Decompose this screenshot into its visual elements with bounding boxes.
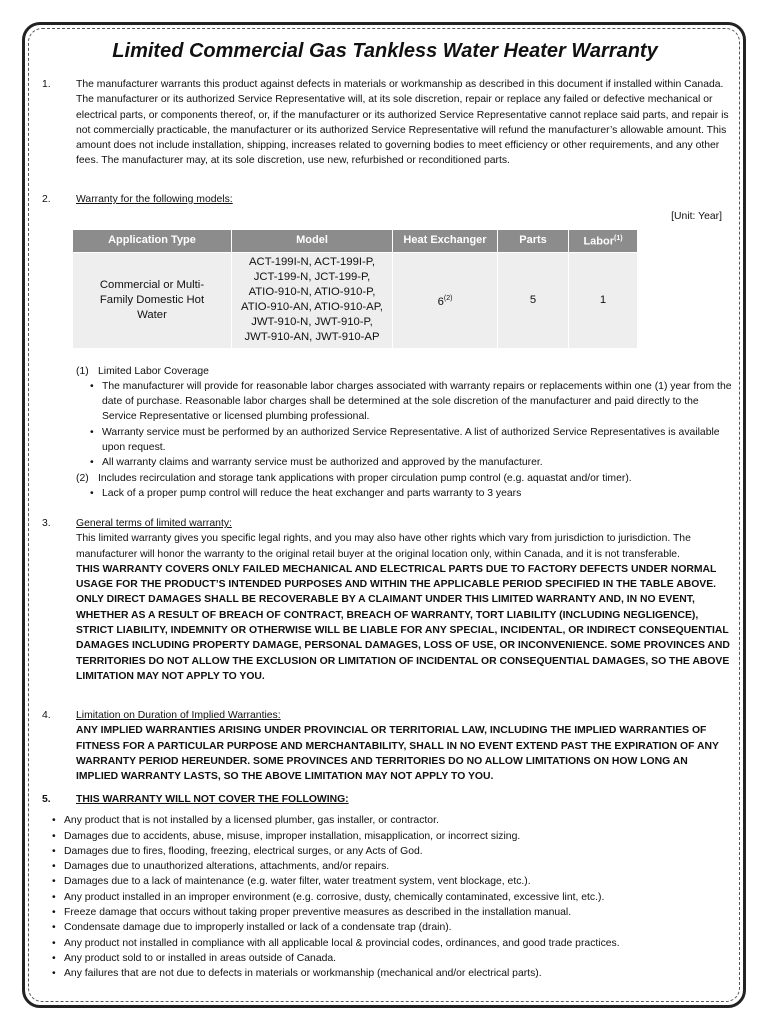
warranty-table bbox=[72, 229, 638, 349]
section-number: 5. bbox=[42, 794, 51, 805]
header-heat-exchanger: Heat Exchanger bbox=[393, 229, 498, 252]
section-5 bbox=[42, 792, 732, 982]
footnote-text: Includes recirculation and storage tank applications with proper circulation pump control (e.g. aquastat and/or timer). bbox=[98, 472, 632, 484]
section-number: 3. bbox=[42, 518, 51, 529]
list-item: • Freeze damage that occurs without taking proper preventive measures as described in the installation manual. bbox=[42, 905, 732, 920]
section-5-heading: THIS WARRANTY WILL NOT COVER THE FOLLOWING: bbox=[76, 794, 349, 805]
section-3-text: This limited warranty gives you specific legal rights, and you may also have other rights which vary from jurisdiction to jurisdiction. The manufacturer will honor the warranty to the original retail buyer at the original location only, within Canada, and it is not transferable. bbox=[76, 533, 691, 560]
section-3 bbox=[42, 516, 732, 684]
list-item: • Damages due to accidents, abuse, misuse, improper installation, misapplication, or incorrect sizing. bbox=[42, 829, 732, 844]
list-item: • Damages due to unauthorized alterations, attachments, and/or repairs. bbox=[42, 859, 732, 874]
list-item: • Damages due to fires, flooding, freezing, electrical surges, or any Acts of God. bbox=[42, 844, 732, 859]
header-parts: Parts bbox=[498, 229, 569, 252]
cell-models bbox=[232, 252, 393, 348]
footnote-label: (2) bbox=[76, 472, 89, 484]
model-line: ATIO-910-AN, ATIO-910-AP, bbox=[241, 301, 383, 314]
header-model: Model bbox=[232, 229, 393, 252]
model-line: ACT-199I-N, ACT-199I-P, bbox=[249, 256, 375, 269]
list-item: • Condensate damage due to improperly installed or lack of a condensate trap (drain). bbox=[42, 920, 732, 935]
page-title: Limited Commercial Gas Tankless Water Heater Warranty bbox=[112, 40, 658, 62]
section-4 bbox=[42, 708, 732, 784]
section-2 bbox=[42, 192, 732, 501]
section-1-text: The manufacturer warrants this product against defects in materials or workmanship as described in this document if installed within Canada. The manufacturer or its authorized Service Representative will, at its sole discretion, repair or replace any failed or defective mechanical or electrical parts, or components thereof, or, if the manufacturer or its authorized Service Representative cannot replace said parts, and repair is not commercially practicable, the manufacturer or its authorized Service Representative will refund the manufacturer’s allowable amount. This amount does not include installation, shipping, increases related to governing bodies to meet efficiency or other requirements, and any other fees. The manufacturer may, at its sole discretion, use new, refurbished or reconditioned parts. bbox=[76, 79, 729, 167]
list-item: • Warranty service must be performed by an authorized Service Representative. A list of authorized Service Representatives is available upon request. bbox=[80, 425, 732, 456]
section-4-heading: Limitation on Duration of Implied Warranties: bbox=[76, 710, 281, 721]
footnote-1 bbox=[76, 364, 732, 502]
header-application-type: Application Type bbox=[73, 229, 232, 252]
section-number: 1. bbox=[42, 79, 51, 90]
list-item: • The manufacturer will provide for reasonable labor charges associated with warranty repairs or replacements within one (1) year from the date of purchase. Reasonable labor charges shall be determined at the sole discretion of the manufacturer and paid directly to the Service Representative or licensed plumbing professional. bbox=[80, 379, 732, 425]
unit-label: [Unit: Year] bbox=[671, 211, 722, 223]
cell-parts: 5 bbox=[498, 252, 569, 348]
footnote-text: Limited Labor Coverage bbox=[98, 365, 209, 377]
header-labor: Labor$^{(1)}$ bbox=[569, 229, 638, 252]
cell-heat-exchanger: 6$^{(2)}$ bbox=[393, 252, 498, 348]
section-1 bbox=[42, 77, 732, 169]
section-3-disclaimer: THIS WARRANTY COVERS ONLY FAILED MECHANICAL AND ELECTRICAL PARTS DUE TO FACTORY DEFECTS UNDER NORMAL USAGE FOR THE PRODUCT’S INTENDED PURPOSES AND WITHIN THE APPLICABLE PERIOD SPECIFIED IN THE TABLE ABOVE. ONLY DIRECT DAMAGES SHALL BE RECOVERABLE BY A CLAIMANT UNDER THIS LIMITED WARRANTY AND, IN NO EVENT, WHETHER AS A RESULT OF BREACH OF CONTRACT, BREACH OF WARRANTY, TORT LIABILITY (INCLUDING NEGLIGENCE), STRICT LIABILITY, INDEMNITY OR OTHERWISE WILL BE LIABLE FOR ANY SPECIAL, INCIDENTAL, OR INDIRECT CONSEQUENTIAL DAMAGES INCLUDING PROPERTY DAMAGE, PERSONAL DAMAGES, LOSS OF USE, OR INCONVENIENCE. SOME PROVINCES AND TERRITORIES DO NOT ALLOW THE EXCLUSION OR LIMITATION OF INCIDENTAL OR CONSEQUENTIAL DAMAGES, SO THE ABOVE LIMITATION MAY NOT APPLY TO YOU. bbox=[76, 563, 730, 682]
list-item: • Any product that is not installed by a licensed plumber, gas installer, or contractor. bbox=[42, 813, 732, 828]
list-item: • Any failures that are not due to defects in materials or workmanship (mechanical and/or electrical parts). bbox=[42, 966, 732, 981]
section-number: 2. bbox=[42, 194, 51, 205]
list-item: • Damages due to a lack of maintenance (e.g. water filter, water treatment system, vent blockage, etc.). bbox=[42, 874, 732, 889]
list-item: • All warranty claims and warranty service must be authorized and approved by the manufacturer. bbox=[80, 455, 732, 470]
list-item: • Lack of a proper pump control will reduce the heat exchanger and parts warranty to 3 years bbox=[80, 486, 732, 501]
section-3-heading: General terms of limited warranty: bbox=[76, 518, 232, 529]
cell-application-type: Commercial or Multi-Family Domestic Hot Water bbox=[73, 252, 232, 348]
footnote-label: (1) bbox=[76, 365, 89, 377]
section-4-disclaimer: ANY IMPLIED WARRANTIES ARISING UNDER PROVINCIAL OR TERRITORIAL LAW, INCLUDING THE IMPLIED WARRANTIES OF FITNESS FOR A PARTICULAR PURPOSE AND MERCHANTABILITY, SHALL IN NO EVENT EXTEND PAST THE EXPIRATION OF ANY WARRANTY PERIOD HEREUNDER. SOME PROVINCES AND TERRITORIES DO NO ALLOW LIMITATIONS ON HOW LONG AN IMPLIED WARRANTY LASTS, SO THE ABOVE LIMITATION MAY NOT APPLY TO YOU. bbox=[76, 725, 719, 783]
section-2-heading: Warranty for the following models: bbox=[76, 194, 233, 205]
model-line: JWT-910-N, JWT-910-P, bbox=[251, 316, 373, 329]
model-line: ATIO-910-N, ATIO-910-P, bbox=[248, 286, 376, 299]
list-item: • Any product sold to or installed in areas outside of Canada. bbox=[42, 951, 732, 966]
list-item: • Any product not installed in compliance with all applicable local & provincial codes, ordinances, and good trade practices. bbox=[42, 936, 732, 951]
exclusions-list bbox=[42, 813, 732, 981]
model-line: JWT-910-AN, JWT-910-AP bbox=[244, 331, 380, 344]
model-line: JCT-199-N, JCT-199-P, bbox=[253, 271, 371, 284]
list-item: • Any product installed in an improper environment (e.g. corrosive, dusty, chemically contaminated, excessive lint, etc.). bbox=[42, 890, 732, 905]
section-number: 4. bbox=[42, 710, 51, 721]
cell-labor: 1 bbox=[569, 252, 638, 348]
